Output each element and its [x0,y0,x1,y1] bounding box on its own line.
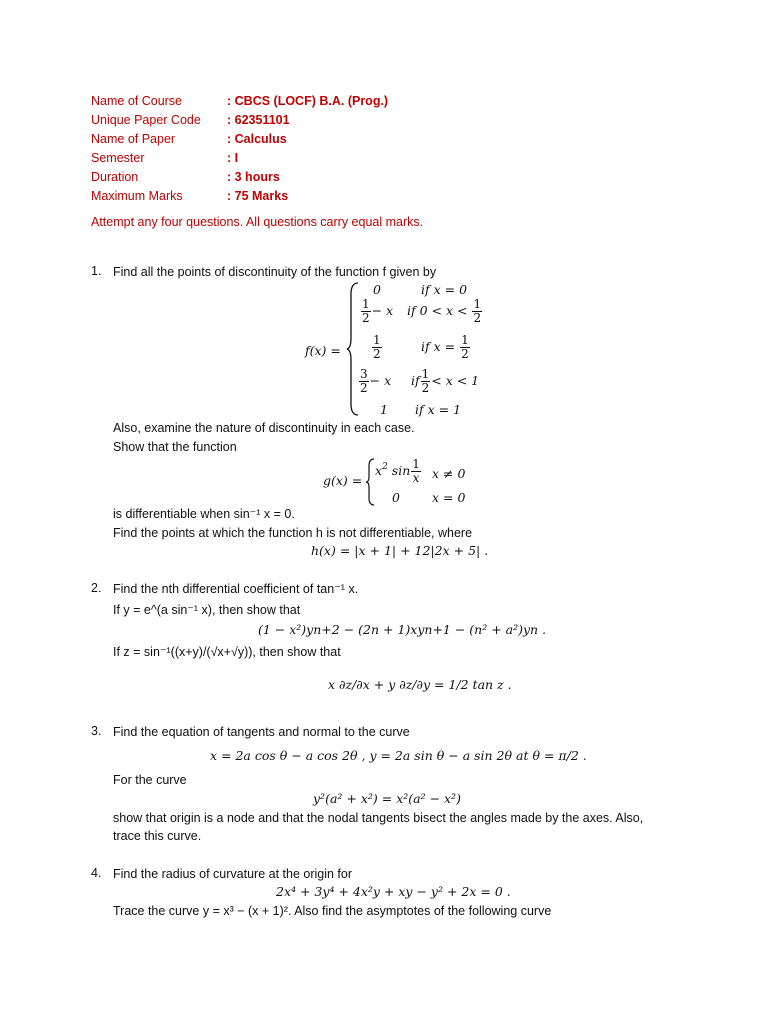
left-brace-icon [346,282,360,416]
q3-number: 3. [91,724,102,738]
g-case-value: $x^2$ sin $\frac{1}{x}$ [375,457,420,485]
header-value: : 3 hours [227,170,280,184]
case-value: 1 [380,402,388,417]
q1-g-lhs: g(x) = [323,473,363,488]
header-label: Unique Paper Code [91,113,201,127]
q2-number: 2. [91,581,102,595]
q3-line4: trace this curve. [113,829,202,843]
header-label: Semester [91,151,145,165]
header-row-max-marks [91,187,388,206]
header-row-semester [91,149,388,168]
q2-line3: If z = sin⁻¹((x+y)/(√x+√y)), then show that [113,645,341,659]
header-value: : Calculus [227,132,287,146]
instructions: Attempt any four questions. All questions carry equal marks. [91,215,424,229]
case-condition: if x = $\frac{1}{2}$ [421,333,469,361]
q1-h-equation: h(x) = |x + 1| + 12|2x + 5| . [311,543,489,558]
q3-line3: show that origin is a node and that the nodal tangents bisect the angles made by the axes. Also, [113,811,644,825]
g-case-value: 0 [392,490,400,505]
header-row-course [91,92,388,111]
case-condition: if x = 1 [415,402,462,417]
q2-line2: If y = e^(a sin⁻¹ x), then show that [113,603,301,617]
left-brace-icon [365,458,375,506]
header-row-paper-code [91,111,388,130]
q3-line2: For the curve [113,773,187,787]
q2-equation1: (1 − x²)yn+2 − (2n + 1)xyn+1 − (n² + a²)yn . [258,622,547,637]
q3-line1: Find the equation of tangents and normal to the curve [113,725,410,739]
header-label: Maximum Marks [91,189,183,203]
case-value: $\frac{1}{2}$ − x [362,297,394,325]
g-case-condition: x = 0 [432,490,466,505]
q4-line1: Find the radius of curvature at the origin for [113,867,353,881]
q1-nature-text: Also, examine the nature of discontinuity in each case. [113,421,415,435]
header-row-paper-name [91,130,388,149]
header-label: Name of Paper [91,132,176,146]
case-value: $\frac{1}{2}$ [373,333,381,361]
q3-equation1: x = 2a cos θ − a cos 2θ , y = 2a sin θ − a sin 2θ at θ = π/2 . [210,748,587,763]
header-label: Name of Course [91,94,183,108]
q2-equation2: x ∂z/∂x + y ∂z/∂y = 1/2 tan z . [328,677,512,692]
case-condition: if x = 0 [421,282,468,297]
header-value: : 62351101 [227,113,290,127]
q4-equation1: 2x⁴ + 3y⁴ + 4x²y + xy − y² + 2x = 0 . [276,884,511,899]
case-value: 0 [373,282,381,297]
header-value: : CBCS (LOCF) B.A. (Prog.) [227,94,389,108]
q2-line1: Find the nth differential coefficient of tan⁻¹ x. [113,582,359,596]
q3-equation2: y²(a² + x²) = x²(a² − x²) [313,791,461,806]
q1-f-lhs: f(x) = [305,343,341,358]
q4-number: 4. [91,866,102,880]
q4-line2: Trace the curve y = x³ − (x + 1)². Also find the asymptotes of the following curve [113,904,552,918]
case-condition: if $\frac{1}{2}$ < x < 1 [411,367,480,395]
case-condition: if 0 < x < $\frac{1}{2}$ [407,297,482,325]
g-case-condition: x ≠ 0 [432,466,466,481]
q1-h-text: Find the points at which the function h is not differentiable, where [113,526,473,540]
header-value: : I [227,151,239,165]
case-value: $\frac{3}{2}$ − x [360,367,392,395]
header-value: : 75 Marks [227,189,289,203]
q1-differentiable-text: is differentiable when sin⁻¹ x = 0. [113,507,295,521]
paper-header [91,92,388,206]
q1-number: 1. [91,264,102,278]
header-label: Duration [91,170,139,184]
header-row-duration [91,168,388,187]
q1-intro: Find all the points of discontinuity of the function f given by [113,265,437,279]
q1-show-text: Show that the function [113,440,237,454]
